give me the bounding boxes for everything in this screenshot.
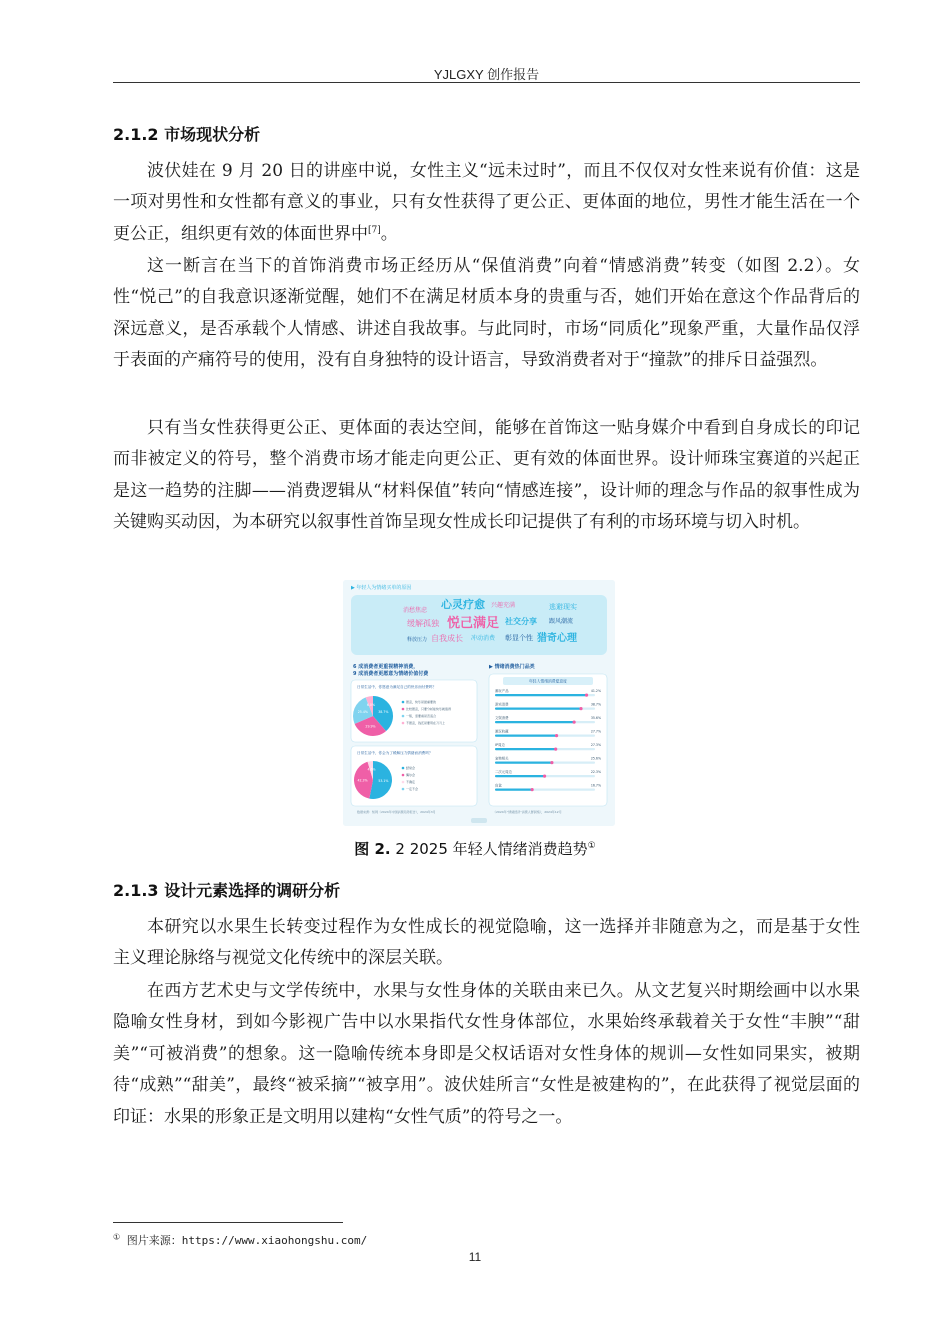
- legend-swatch: [402, 788, 405, 791]
- bar-value: 25.6%: [590, 756, 601, 761]
- bar: [495, 775, 545, 777]
- section-heading-2-1-2: 2.1.2 市场现状分析: [113, 125, 261, 144]
- page-number: 11: [468, 1250, 482, 1264]
- caption-footnote-mark: ①: [587, 841, 596, 851]
- legend-swatch: [402, 701, 405, 704]
- bar-end-dot: [531, 788, 534, 791]
- paragraph-5: 在西方艺术史与文学传统中，水果与女性身体的关联由来已久。从文艺复兴时期绘画中以水果隐喻女性身材，到如今影视广告中以水果指代女性身体部位，水果始终承载着关于女性“丰腴”“甜美”“可被消费”的想象。这一隐喻传统本身即是父权话语对女性身体的规训—女性如同果实，被期待“成熟”“甜美”，最终“被采摘”“被享用”。波伏娃所言“女性是被建构的”，在此获得了视觉层面的印证：水果的形象正是文明用以建构“女性气质”的符号之一。: [113, 981, 860, 1127]
- pie-label: 29.9%: [365, 724, 376, 729]
- pie-label: 4.6%: [367, 767, 376, 772]
- bar: [495, 721, 574, 723]
- pie-label: 53.1%: [378, 779, 389, 784]
- bar-end-dot: [554, 748, 557, 751]
- legend-swatch: [402, 715, 405, 718]
- word: 逃避现实: [549, 603, 577, 611]
- bar-label: 二次元周边: [495, 770, 512, 774]
- word: 彰显个性: [505, 634, 533, 642]
- bar-label: 文娱消费: [495, 716, 509, 720]
- bar-value: 27.3%: [590, 743, 601, 747]
- right-heading: ▶ 情绪消费热门品类: [489, 664, 535, 670]
- pie-label: 38.7%: [378, 710, 389, 715]
- bar-value: 35.6%: [590, 716, 601, 720]
- legend-swatch: [402, 767, 405, 770]
- word: 悦己满足: [447, 616, 500, 631]
- paragraph-2: 这一断言在当下的首饰消费市场正经历从“保值消费”向着“情感消费”转变（如图 2.2）。女性“悦己”的自我意识逐渐觉醒，她们不在满足材质本身的贵重与否，她们开始在意这个作品背后的深远意义，是否承载个人情感、讲述自我故事。与此同时，市场“同质化”现象严重，大量作品仅浮于表面的产痛符号的使用，没有自身独特的设计语言，导致消费者对于“撞款”的排斥日益强烈。: [113, 256, 860, 371]
- bar: [495, 708, 581, 710]
- source-left: 数据来源：知网《2024年中国消费趋势报告》，2024年3月: [357, 810, 436, 814]
- header-rule: [113, 82, 860, 83]
- bar-value: 22.3%: [590, 770, 601, 774]
- pie-label: 25.4%: [357, 709, 368, 714]
- pie1-chart: [353, 696, 393, 736]
- legend-label: 经常会: [406, 766, 416, 771]
- bar-panel: [489, 674, 607, 806]
- section-heading-2-1-3: 2.1.3 设计元素选择的调研分析: [113, 881, 341, 900]
- bar-end-dot: [585, 694, 588, 697]
- bar: [495, 762, 552, 764]
- legend-swatch: [402, 774, 405, 777]
- footnote-text: 图片来源：https://www.xiaohongshu.com/: [120, 1234, 368, 1247]
- caption-text: 2025 年轻人情绪消费趋势: [404, 840, 588, 858]
- bar-value: 38.7%: [590, 702, 601, 707]
- word: 缓解孤独: [407, 619, 439, 628]
- figure-tab: [471, 818, 487, 823]
- pie2-question: 日常生活中，你会为了缓解压力情绪而消费吗？: [357, 751, 433, 755]
- footnote: [113, 1232, 367, 1248]
- paragraph-1: [113, 156, 860, 250]
- bar-label: 宠物相关: [495, 756, 509, 761]
- word: 跟风潮流: [549, 618, 574, 625]
- legend-swatch: [402, 708, 405, 711]
- bar-end-dot: [543, 775, 546, 778]
- legend-swatch: [402, 781, 405, 784]
- wordcloud-header: ▶ 年轻人为情绪买单的原因: [351, 585, 412, 591]
- word: 猎奇心理: [537, 633, 577, 644]
- bar-end-dot: [550, 761, 553, 764]
- bar-value: 16.7%: [590, 783, 601, 788]
- paragraph-1-text: 波伏娃在 9 月 20 日的讲座中说，女性主义“远未过时”，而且不仅仅对女性来说有价值：这是一项对男性和女性都有意义的事业，只有女性获得了更公正、更体面的地位，男性才能生活在一个更公正，组织更有效的体面世界中: [113, 161, 860, 244]
- caption-number: 2: [390, 840, 405, 858]
- footnote-rule: [113, 1222, 343, 1223]
- citation-ref: [7]: [368, 225, 381, 236]
- legend-label: 一定不会: [406, 787, 419, 792]
- bar: [495, 748, 556, 750]
- bar-value: 41.2%: [590, 689, 601, 693]
- left-heading-2: 9 成消费者更愿意为情绪价值付费: [353, 671, 429, 677]
- bar-label: 潮玩产品: [495, 689, 509, 693]
- paragraph-4: 本研究以水果生长转变过程作为女性成长的视觉隐喻，这一选择并非随意为之，而是基于女性主义理论脉络与视觉文化传统中的深层关联。: [113, 917, 860, 969]
- pie-label: 6.0%: [366, 703, 375, 708]
- legend-label: 不确定: [406, 780, 416, 785]
- legend-label: 比较愿意，只要分析能快乐就值得: [406, 707, 452, 712]
- bar-label: 游戏消费: [495, 702, 509, 707]
- source-right: 《2024年“情绪经济”消费人群洞察》，2024年12月: [493, 810, 562, 814]
- pie-label: 42.3%: [357, 778, 368, 783]
- word: 心灵疗愈: [441, 598, 485, 611]
- pie2-chart: [354, 761, 392, 799]
- figure-infographic: [343, 580, 615, 826]
- bar-end-dot: [579, 707, 582, 710]
- word: 释放压力: [407, 637, 428, 643]
- legend-label: 不愿意，钱还是要用在刀刃上: [406, 721, 446, 726]
- bar: [495, 735, 557, 737]
- bar-end-dot: [555, 734, 558, 737]
- bar: [495, 694, 587, 696]
- bar-value: 27.7%: [590, 729, 601, 734]
- caption-label: 图 2.: [354, 840, 391, 858]
- pie1-question: 日常生活中，你愿意为满足自己的快乐而付费吗？: [357, 685, 437, 689]
- legend-swatch: [402, 722, 405, 725]
- legend-label: 愿意，快乐是最重要的: [406, 700, 437, 705]
- word: 冲动消费: [471, 635, 496, 642]
- bar-label: IP周边: [495, 743, 505, 747]
- figure-caption: [0, 838, 950, 859]
- bar: [495, 789, 532, 791]
- word: 自我成长: [431, 634, 463, 643]
- paragraph-3: 只有当女性获得更公正、更体面的表达空间，能够在首饰这一贴身媒介中看到自身成长的印记而非被定义的符号，整个消费市场才能走向更公正、更有效的体面世界。设计师珠宝赛道的兴起正是这一趋势的注脚——消费逻辑从“材料保值”转向“情感连接”，设计师的理念与作品的叙事性成为关键购买动因，为本研究以叙事性首饰呈现女性成长印记提供了有利的市场环境与切入时机。: [113, 418, 860, 533]
- paragraph-1-tail: 。: [380, 223, 398, 244]
- bar-label: 盲盒: [495, 783, 502, 788]
- word: 兴趣充满: [491, 602, 516, 609]
- left-heading-1: 6 成消费者更重视精神消费，: [353, 664, 419, 670]
- bar-end-dot: [573, 721, 576, 724]
- legend-label: 一般，需要看是否适合: [406, 714, 437, 719]
- legend-label: 偶尔会: [406, 773, 416, 778]
- figure-emotional-consumption: [343, 580, 615, 826]
- running-header: YJLGXY 创作报告: [433, 67, 540, 82]
- bar-subtitle: 年轻人情绪消费愿意度: [529, 678, 567, 684]
- word: 社交分享: [505, 617, 537, 626]
- footnote-mark: ①: [113, 1232, 121, 1242]
- word: 消愁焦虑: [403, 607, 428, 614]
- bar-label: 潮玩收藏: [495, 729, 509, 734]
